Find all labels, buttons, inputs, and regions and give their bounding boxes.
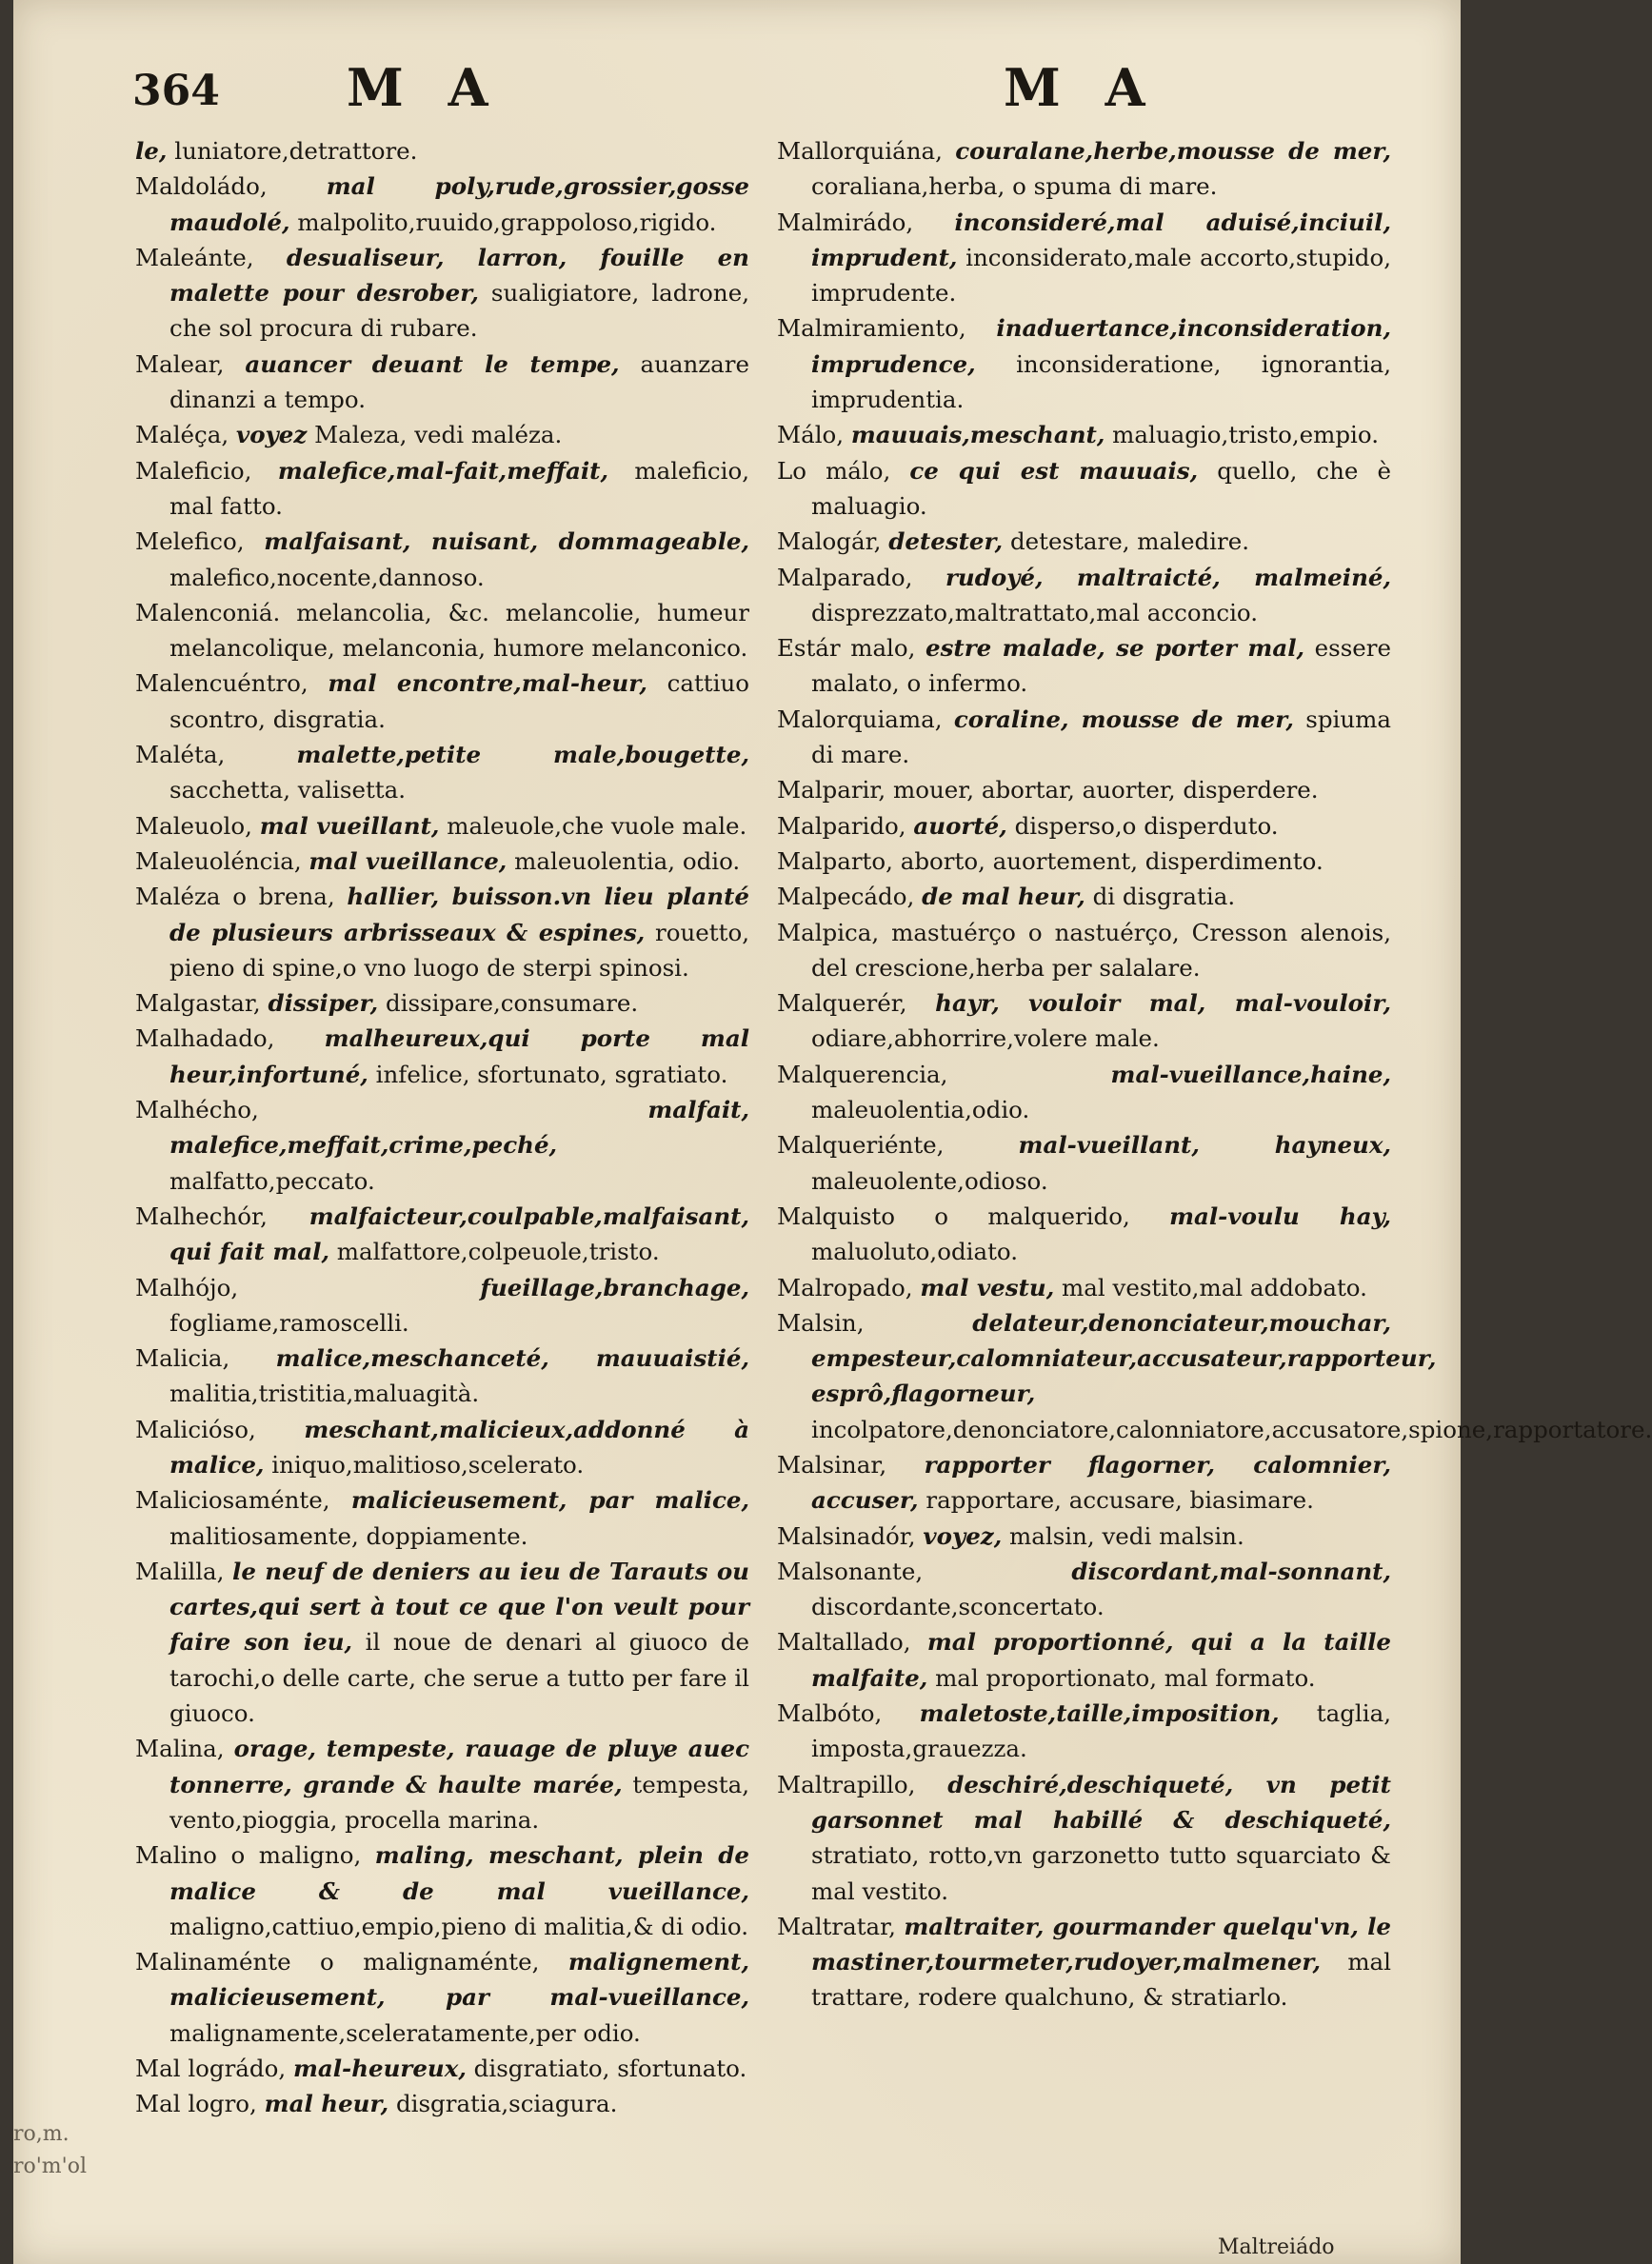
entry-french: deschiré,deschiqueté, vn petit garsonnet mal habillé & deschiqueté, (811, 1770, 1391, 1834)
dictionary-entry (135, 2086, 749, 2121)
entry-headword: Mallorquiána, (777, 137, 943, 165)
entry-headword: Malino o maligno, (135, 1841, 362, 1870)
entry-french: le, (135, 137, 168, 165)
entry-french: malfait, malefice,meffait,crime,peché, (169, 1096, 749, 1160)
entry-headword: Mal logro, (135, 2090, 257, 2118)
entry-headword: Malhécho, (135, 1096, 259, 1124)
entry-italian: aborto, auortement, disperdimento. (900, 846, 1324, 875)
entry-french: malfaicteur,coulpable,malfaisant, qui fait mal, (169, 1202, 749, 1266)
entry-french: mal vestu, (920, 1273, 1055, 1301)
entry-italian: cattiuo scontro, disgratia. (169, 669, 749, 733)
entry-italian: mal proportionato, mal formato. (935, 1663, 1316, 1692)
entry-headword: Malinaménte o malignaménte, (135, 1948, 540, 1976)
entry-italian: maleuolentia, odio. (514, 846, 741, 875)
entry-italian: quello, che è maluagio. (811, 456, 1391, 520)
entry-italian: essere malato, o infermo. (811, 634, 1392, 698)
entry-headword: Maltrapillo, (777, 1770, 916, 1798)
entry-headword: Malencuéntro, (135, 669, 309, 698)
entry-french: discordant,mal-sonnant, (1071, 1557, 1391, 1585)
entry-italian: malfattore,colpeuole,tristo. (336, 1238, 660, 1266)
entry-french: maltraiter, gourmander quelqu'vn, le mastiner,tourmeter,rudoyer,malmener, (811, 1912, 1391, 1976)
dictionary-entry (135, 240, 749, 347)
entry-headword: Malquerér, (777, 989, 907, 1018)
entry-italian: inconsiderato,male accorto,stupido, imprudente. (811, 243, 1391, 308)
entry-headword: Malogár, (777, 527, 882, 556)
entry-headword: Malgastar, (135, 989, 261, 1018)
dictionary-entry (777, 1127, 1391, 1199)
dictionary-entry (777, 772, 1391, 807)
entry-headword: Maldoládo, (135, 172, 268, 201)
catchword: Maltreiádo (1218, 2235, 1335, 2259)
entry-french: mal-voulu hay, (1169, 1202, 1391, 1230)
dictionary-entry (135, 2051, 749, 2086)
entry-headword: Malpica, (777, 918, 880, 946)
dictionary-entry (135, 1944, 749, 2051)
dictionary-entry (777, 1767, 1391, 1909)
entry-headword: Malicia, (135, 1344, 230, 1373)
entry-headword: Maléta, (135, 741, 226, 769)
entry-italian: malefico,nocente,dannoso. (169, 563, 485, 591)
entry-french: meschant,malicieux,addonné à malice, (169, 1415, 749, 1479)
entry-headword: Melefico, (135, 527, 245, 556)
entry-french: malfaisant, nuisant, dommageable, (264, 527, 749, 556)
dictionary-entry (135, 417, 749, 452)
dictionary-entry (777, 985, 1391, 1057)
entry-headword: Malparto, (777, 846, 893, 875)
entry-french: rapporter flagorner, calomnier, accuser, (811, 1450, 1392, 1515)
entry-headword: Malicióso, (135, 1415, 256, 1443)
running-head-left: M A (347, 57, 502, 118)
entry-headword: Maléça, (135, 421, 229, 449)
entry-italian: sualigiatore, ladrone, che sol procura di rubare. (169, 279, 749, 343)
entry-italian: melancolia, &c. melancolie, humeur melancolique, melanconia, humore melanconico. (169, 598, 749, 663)
entry-headword: Malpecádo, (777, 883, 915, 911)
margin-fragment (13, 2118, 118, 2183)
dictionary-entry (135, 879, 749, 985)
entry-italian: maleficio, mal fatto. (169, 456, 749, 520)
entry-italian: il noue de denari al giuoco de tarochi,o delle carte, che serue a tutto per fare il giuoco. (169, 1628, 749, 1728)
entry-headword: Malmirádo, (777, 208, 914, 236)
entry-italian: maleuole,che vuole male. (447, 811, 747, 840)
entry-french: rudoyé, maltraicté, malmeiné, (945, 563, 1391, 591)
entry-italian: infelice, sfortunato, sgratiato. (375, 1060, 728, 1088)
dictionary-entry (135, 1270, 749, 1341)
entry-headword: Malquisto o malquerido, (777, 1202, 1130, 1230)
entry-french: dissiper, (268, 989, 379, 1018)
entry-headword: Malsin, (777, 1308, 865, 1337)
running-head-right: M A (1004, 57, 1159, 118)
entry-french: voyez, (923, 1521, 1003, 1550)
entry-italian: discordante,sconcertato. (811, 1593, 1105, 1621)
dictionary-entry (777, 560, 1391, 631)
entry-headword: Maleuoléncia, (135, 846, 302, 875)
entry-french: inaduertance,inconsideration, imprudence, (811, 314, 1391, 378)
entry-italian: tempesta, vento,pioggia, procella marina. (169, 1770, 749, 1834)
dictionary-entry (777, 453, 1391, 525)
dictionary-page (13, 0, 1652, 2264)
entry-french: detester, (888, 527, 1004, 556)
entry-french: mal encontre,mal-heur, (328, 669, 647, 698)
entry-italian: maluagio,tristo,empio. (1112, 421, 1379, 449)
margin-fragment-line: ro'm'ol (13, 2155, 87, 2178)
entry-headword: Maliciosaménte, (135, 1486, 330, 1515)
dictionary-entry (777, 205, 1391, 311)
dictionary-entry (777, 1624, 1391, 1696)
dictionary-entry (135, 1092, 749, 1199)
entry-headword: Malear, (135, 349, 225, 378)
entry-headword: Malbóto, (777, 1699, 883, 1728)
entry-italian: malfatto,peccato. (169, 1166, 375, 1195)
dictionary-entry (777, 1519, 1391, 1554)
entry-french: malicieusement, par malice, (350, 1486, 749, 1515)
dictionary-entry (135, 169, 749, 240)
entry-french: estre malade, se porter mal, (926, 634, 1305, 663)
entry-french: malignement, malicieusement, par mal-vueillance, (169, 1948, 749, 2012)
dictionary-entry (777, 879, 1391, 914)
entry-french: malefice,mal-fait,meffait, (277, 456, 609, 485)
dictionary-entry (777, 1554, 1391, 1625)
dictionary-entry (777, 524, 1391, 559)
entry-headword: Maltallado, (777, 1628, 911, 1657)
entry-headword: Maleánte, (135, 243, 254, 271)
entry-italian: taglia, imposta,grauezza. (811, 1699, 1391, 1763)
dictionary-entry (777, 915, 1391, 986)
entry-italian: dissipare,consumare. (385, 989, 639, 1018)
entry-italian: luniatore,detrattore. (174, 137, 418, 165)
entry-french: desualiseur, larron, fouille en malette pour desrober, (169, 243, 749, 308)
dictionary-entry (135, 1731, 749, 1837)
entry-headword: Malhechór, (135, 1202, 268, 1230)
dictionary-entry (135, 347, 749, 418)
entry-headword: Malmiramiento, (777, 314, 966, 343)
entry-italian: malsin, vedi malsin. (1009, 1521, 1244, 1550)
entry-italian: sacchetta, valisetta. (169, 776, 407, 804)
dictionary-entry (135, 133, 749, 169)
entry-italian: stratiato, rotto,vn garzonetto tutto squarciato & mal vestito. (811, 1841, 1391, 1905)
entry-italian: maleuolentia,odio. (811, 1096, 1030, 1124)
entry-italian: incolpatore,denonciatore,calonniatore,accusatore,spione,rapportatore. (811, 1415, 1652, 1443)
entry-headword: Malenconiá. (135, 598, 281, 626)
dictionary-entry (135, 1482, 749, 1554)
dictionary-entry (135, 737, 749, 808)
dictionary-entry (777, 1199, 1391, 1270)
dictionary-entry (135, 595, 749, 666)
entry-italian: malpolito,ruuido,grappoloso,rigido. (297, 208, 717, 236)
entry-headword: Málo, (777, 421, 845, 449)
entry-italian: auanzare dinanzi a tempo. (169, 349, 749, 414)
entry-headword: Malsinar, (777, 1450, 887, 1479)
dictionary-entry (777, 1696, 1391, 1767)
page-header (13, 48, 1461, 133)
entry-italian: disgratiato, sfortunato. (473, 2055, 747, 2083)
entry-italian: disprezzato,maltrattato,mal acconcio. (811, 598, 1259, 626)
dictionary-entry (135, 665, 749, 737)
dictionary-entry (777, 1909, 1391, 2016)
right-column (777, 133, 1652, 2016)
entry-french: mal-vueillance,haine, (1110, 1060, 1391, 1088)
entry-headword: Malsinadór, (777, 1521, 916, 1550)
entry-headword: Malorquiama, (777, 705, 943, 733)
entry-french: hayr, vouloir mal, mal-vouloir, (935, 989, 1391, 1018)
entry-headword: Maleficio, (135, 456, 252, 485)
entry-italian: mal vestito,mal addobato. (1062, 1273, 1367, 1301)
entry-french: couralane,herbe,mousse de mer, (955, 137, 1392, 165)
entry-french: delateur,denonciateur,mouchar, empesteur,calomniateur,accusateur,rapporteur, esprô,flagorneur, (811, 1308, 1437, 1408)
entry-french: mal-vueillant, hayneux, (1018, 1131, 1391, 1160)
entry-french: mal proportionné, qui a la taille malfaite, (811, 1628, 1391, 1692)
dictionary-entry (777, 630, 1391, 702)
entry-headword: Malquerencia, (777, 1060, 948, 1088)
entry-italian: rapportare, accusare, biasimare. (926, 1486, 1314, 1515)
entry-headword: Malina, (135, 1735, 225, 1763)
entry-french: maletoste,taille,imposition, (919, 1699, 1280, 1728)
entry-headword: Malparado, (777, 563, 913, 591)
entry-italian: malitiosamente, doppiamente. (169, 1521, 528, 1550)
page-number: 364 (132, 67, 220, 115)
entry-headword: Maltratar, (777, 1912, 896, 1940)
entry-french: orage, tempeste, rauage de pluye auec tonnerre, grande & haulte marée, (169, 1735, 749, 1798)
dictionary-entry (777, 844, 1391, 879)
entry-italian: maleuolente,odioso. (811, 1166, 1048, 1195)
left-column (135, 133, 749, 2122)
entry-french: mal vueillance, (309, 846, 508, 875)
entry-italian: spiuma di mare. (811, 705, 1391, 769)
entry-headword: Malropado, (777, 1273, 913, 1301)
dictionary-entry (135, 1837, 749, 1944)
entry-headword: Malqueriénte, (777, 1131, 945, 1160)
entry-italian: mastuérço o nastuérço, Cresson alenois, del crescione,herba per salalare. (811, 918, 1391, 982)
entry-headword: Malhójo, (135, 1273, 239, 1301)
dictionary-entry (135, 1199, 749, 1270)
dictionary-entry (135, 1341, 749, 1412)
entry-french: fueillage,branchage, (480, 1273, 749, 1301)
dictionary-entry (777, 1270, 1391, 1305)
entry-headword: Malparido, (777, 811, 906, 840)
entry-headword: Mal lográdo, (135, 2055, 287, 2083)
entry-italian: mal trattare, rodere qualchuno, & stratiarlo. (811, 1948, 1391, 2012)
entry-italian: mouer, abortar, auorter, disperdere. (892, 776, 1319, 804)
dictionary-entry (135, 1412, 749, 1483)
dictionary-entry (777, 417, 1391, 452)
entry-headword: Lo málo, (777, 456, 891, 485)
dictionary-entry (135, 453, 749, 525)
entry-french: auancer deuant le tempe, (245, 349, 620, 378)
dictionary-entry (135, 1554, 749, 1731)
entry-french: mal poly,rude,grossier,gosse maudolé, (169, 172, 749, 236)
entry-headword: Maleuolo, (135, 811, 252, 840)
entry-french: malette,petite male,bougette, (296, 741, 749, 769)
dictionary-entry (135, 985, 749, 1021)
entry-french: mal vueillant, (259, 811, 440, 840)
entry-italian: rouetto, pieno di spine,o vno luogo de sterpi spinosi. (169, 918, 749, 982)
entry-french: coraline, mousse de mer, (953, 705, 1294, 733)
entry-italian: fogliame,ramoscelli. (169, 1308, 409, 1337)
entry-french: malice,meschanceté, mauuaistié, (275, 1344, 749, 1373)
entry-french: mauuais,meschant, (850, 421, 1105, 449)
dictionary-entry (777, 808, 1391, 844)
dictionary-entry (777, 702, 1391, 773)
entry-french: inconsideré,mal aduisé,inciuil, imprudent, (811, 208, 1391, 271)
entry-french: ce qui est mauuais, (909, 456, 1199, 485)
entry-headword: Estár malo, (777, 634, 916, 663)
margin-fragment-line: ro,m. (13, 2122, 70, 2146)
entry-italian: detestare, maledire. (1009, 527, 1249, 556)
entry-french: malheureux,qui porte mal heur,infortuné, (169, 1024, 749, 1088)
entry-italian: disperso,o disperduto. (1014, 811, 1279, 840)
entry-french: mal heur, (264, 2090, 389, 2118)
entry-italian: malitia,tristitia,maluagità. (169, 1380, 480, 1408)
dictionary-entry (135, 524, 749, 595)
entry-headword: Malilla, (135, 1557, 225, 1585)
entry-french: de mal heur, (922, 883, 1085, 911)
entry-headword: Malsonante, (777, 1557, 924, 1585)
entry-italian: maluoluto,odiato. (811, 1238, 1019, 1266)
entry-french: maling, meschant, plein de malice & de mal vueillance, (169, 1841, 749, 1905)
entry-french: le neuf de deniers au ieu de Tarauts ou cartes,qui sert à tout ce que l'on veult pour faire son ieu, (169, 1557, 749, 1657)
entry-headword: Malhadado, (135, 1024, 275, 1053)
entry-italian: disgratia,sciagura. (395, 2090, 618, 2118)
entry-french: hallier, buisson.vn lieu planté de plusieurs arbrisseaux & espines, (169, 883, 749, 946)
entry-italian: malignamente,sceleratamente,per odio. (169, 2018, 641, 2047)
dictionary-entry (135, 808, 749, 844)
dictionary-entry (777, 1057, 1391, 1128)
entry-french: voyez (235, 421, 308, 449)
dictionary-entry (777, 310, 1391, 417)
entry-italian: di disgratia. (1092, 883, 1236, 911)
dictionary-entry (135, 844, 749, 879)
entry-italian: coraliana,herba, o spuma di mare. (811, 172, 1218, 201)
entry-french: mal-heureux, (292, 2055, 467, 2083)
entry-italian: inconsideratione, ignorantia, imprudentia. (811, 349, 1391, 414)
dictionary-entry (135, 1021, 749, 1092)
entry-italian: iniquo,malitioso,scelerato. (271, 1450, 585, 1479)
entry-italian: Maleza, vedi maléza. (314, 421, 563, 449)
dictionary-entry (777, 133, 1391, 205)
entry-headword: Malparir, (777, 776, 886, 804)
entry-french: auorté, (913, 811, 1007, 840)
dictionary-entry (777, 1447, 1391, 1519)
entry-italian: maligno,cattiuo,empio,pieno di malitia,& di odio. (169, 1912, 748, 1940)
entry-italian: odiare,abhorrire,volere male. (811, 1024, 1160, 1053)
entry-headword: Maléza o brena, (135, 883, 335, 911)
dictionary-entry (777, 1305, 1652, 1447)
